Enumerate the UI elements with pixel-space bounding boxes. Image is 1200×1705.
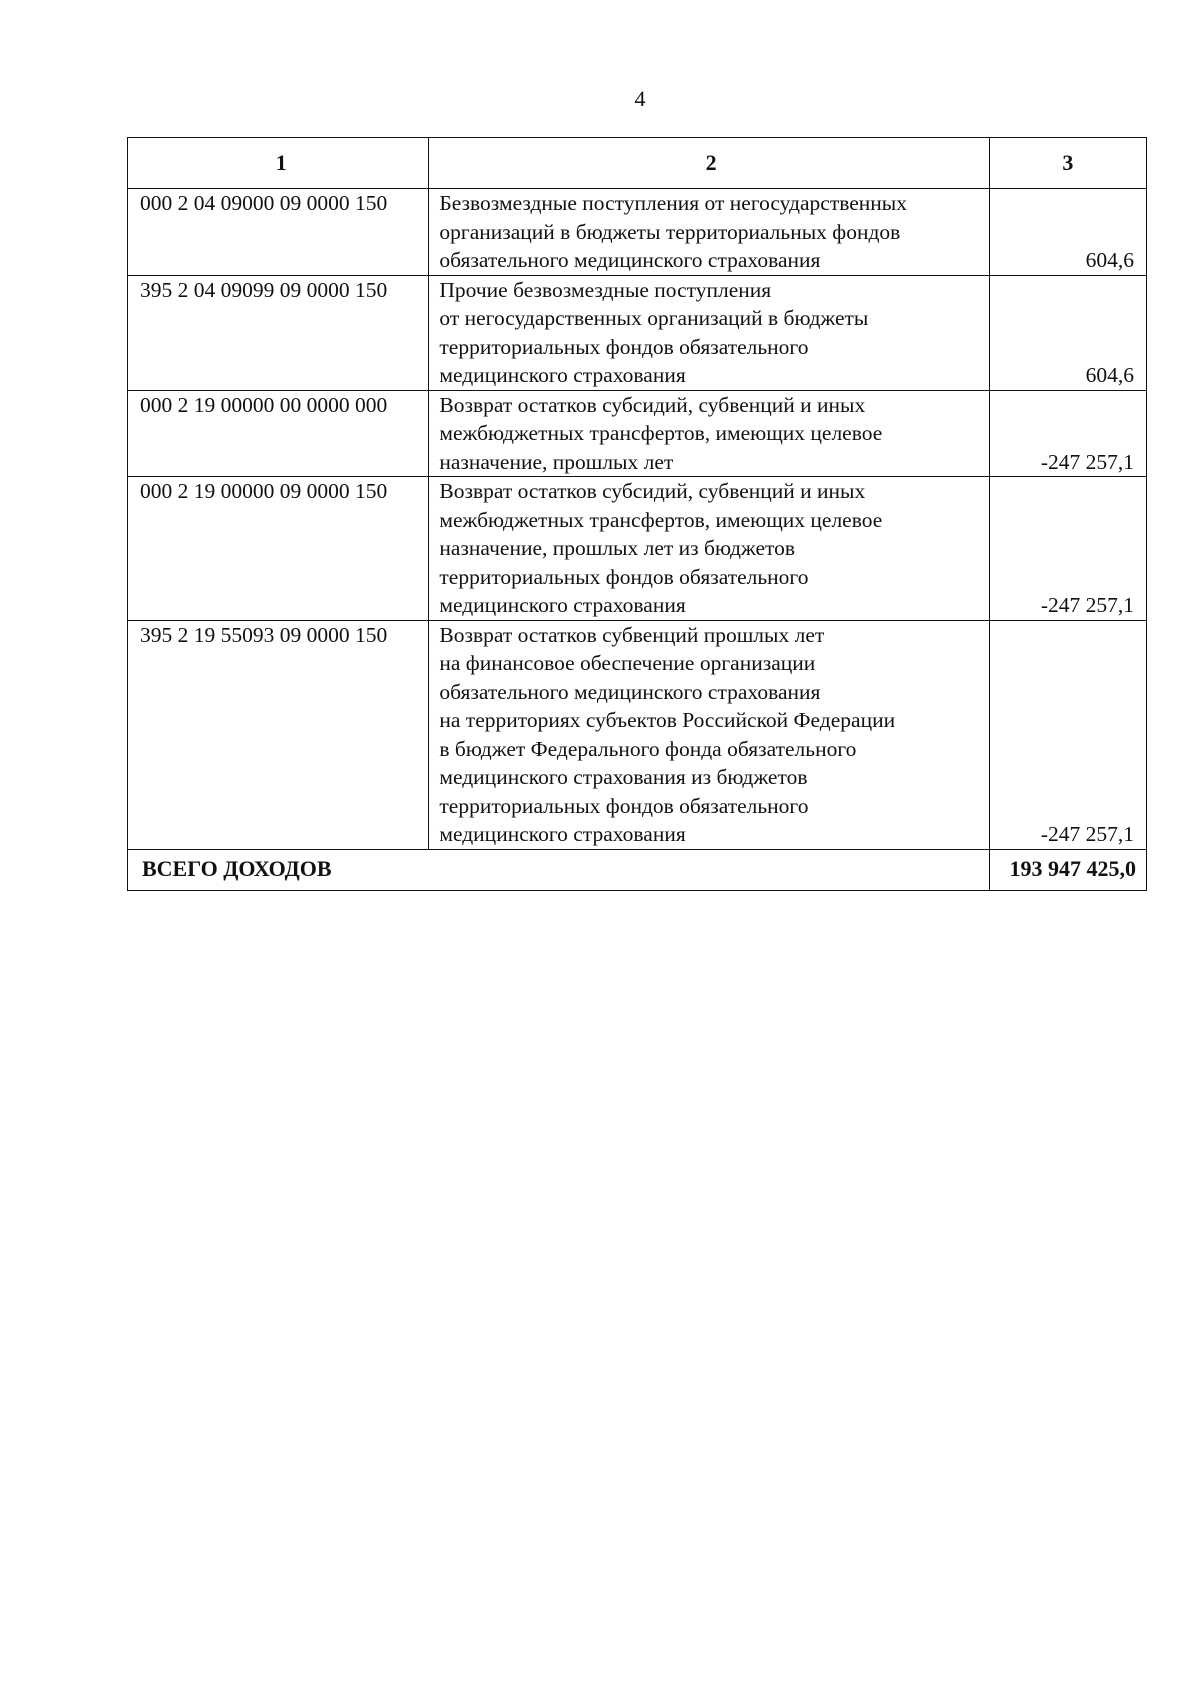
- table-row: [128, 620, 1147, 849]
- table-row: [128, 275, 1147, 390]
- column-header-1: 1: [128, 138, 429, 189]
- amount-cell: -247 257,1: [989, 477, 1146, 621]
- total-label: ВСЕГО ДОХОДОВ: [128, 849, 990, 890]
- amount-cell: -247 257,1: [989, 620, 1146, 849]
- description-line: Возврат остатков субсидий, субвенций и иных: [439, 392, 866, 417]
- description-line: территориальных фондов обязательного: [439, 334, 809, 359]
- description-line: на территориях субъектов Российской Федерации: [439, 708, 896, 732]
- description-line: межбюджетных трансфертов, имеющих целевое: [439, 421, 883, 445]
- description-cell: [429, 189, 989, 276]
- revenue-table: [127, 137, 1147, 891]
- description-line: Возврат остатков субсидий, субвенций и иных: [439, 479, 866, 503]
- table-row: [128, 189, 1147, 276]
- description-line: территориальных фондов обязательного: [439, 793, 809, 818]
- description-cell: [429, 620, 989, 849]
- description-line: в бюджет Федерального фонда обязательного: [439, 736, 857, 761]
- description-line: назначение, прошлых лет из бюджетов: [439, 536, 796, 560]
- amount-cell: 604,6: [989, 189, 1146, 276]
- description-cell: [429, 477, 989, 621]
- description-line: территориальных фондов обязательного: [439, 564, 809, 589]
- description-line: обязательного медицинского страхования: [439, 248, 821, 272]
- page-number: 4: [634, 86, 646, 111]
- description-line: обязательного медицинского страхования: [439, 679, 821, 704]
- description-line: от негосударственных организаций в бюджеты: [439, 306, 869, 330]
- description-cell: [429, 275, 989, 390]
- budget-code-cell: 000 2 04 09000 09 0000 150: [128, 189, 429, 276]
- budget-code-cell: 395 2 04 09099 09 0000 150: [128, 275, 429, 390]
- description-line: организаций в бюджеты территориальных фондов: [439, 219, 901, 244]
- table-row: [128, 477, 1147, 621]
- description-line: Возврат остатков субвенций прошлых лет: [439, 622, 825, 647]
- table-row: [128, 390, 1147, 477]
- table-header-row: [128, 138, 1147, 189]
- description-line: межбюджетных трансфертов, имеющих целевое: [439, 507, 883, 532]
- description-line: медицинского страхования: [439, 363, 686, 387]
- amount-cell: 604,6: [989, 275, 1146, 390]
- description-line: медицинского страхования из бюджетов: [439, 765, 808, 789]
- column-header-2: 2: [429, 138, 989, 189]
- column-header-3: 3: [989, 138, 1146, 189]
- budget-code-cell: 395 2 19 55093 09 0000 150: [128, 620, 429, 849]
- budget-code-cell: 000 2 19 00000 00 0000 000: [128, 390, 429, 477]
- description-line: Безвозмездные поступления от негосударственных: [439, 191, 907, 215]
- description-line: медицинского страхования: [439, 593, 686, 617]
- description-line: медицинского страхования: [439, 822, 686, 846]
- amount-cell: -247 257,1: [989, 390, 1146, 477]
- description-line: на финансовое обеспечение организации: [439, 651, 816, 675]
- description-cell: [429, 390, 989, 477]
- budget-code-cell: 000 2 19 00000 09 0000 150: [128, 477, 429, 621]
- total-amount: 193 947 425,0: [989, 849, 1146, 890]
- total-row: [128, 849, 1147, 890]
- table-body: [128, 189, 1147, 850]
- description-line: Прочие безвозмездные поступления: [439, 277, 772, 302]
- description-line: назначение, прошлых лет: [439, 449, 674, 474]
